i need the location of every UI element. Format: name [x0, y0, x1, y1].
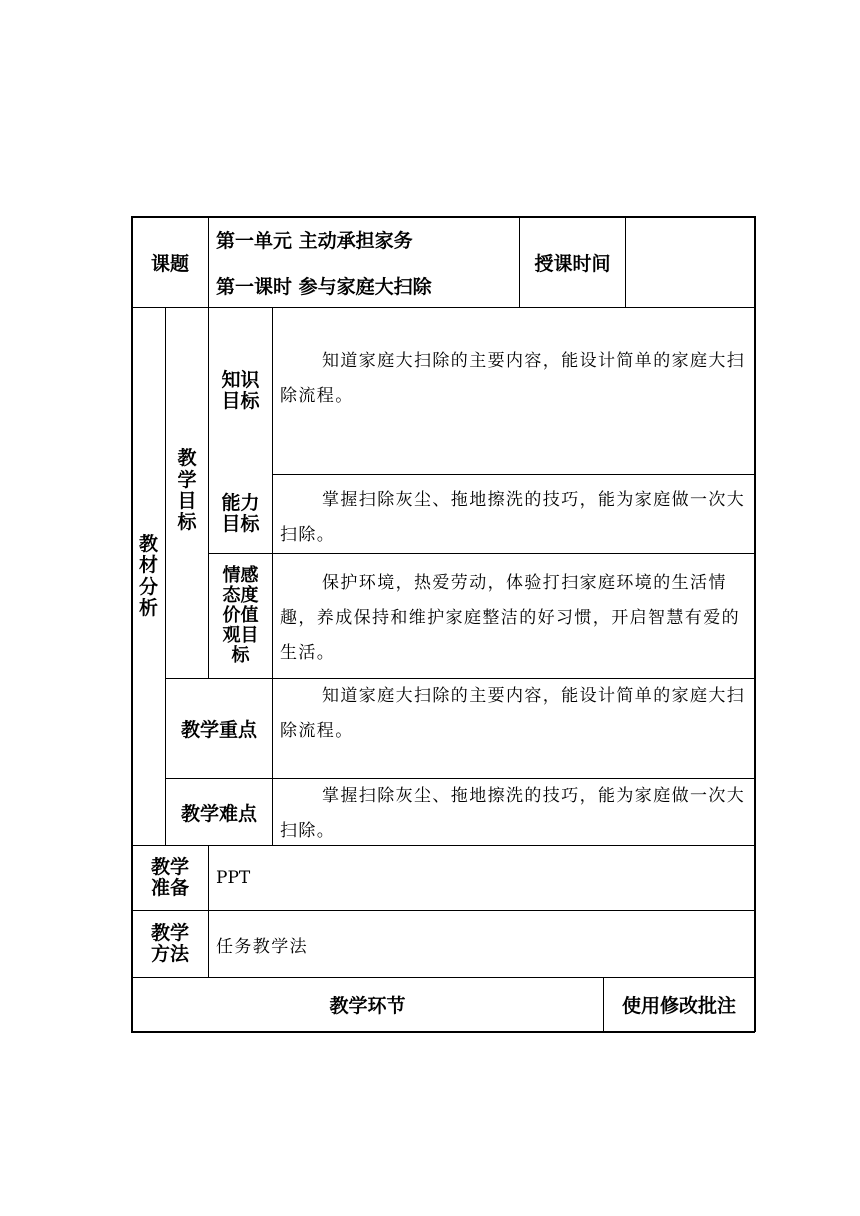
preparation-label: 教学 准备	[150, 855, 189, 899]
time-value[interactable]	[626, 217, 754, 307]
ability-objective-label: 能力 目标	[221, 491, 260, 535]
teaching-steps-label: 教学环节	[329, 995, 406, 1017]
emotion-objective-text: 保护环境，热爱劳动，体验打扫家庭环境的生活情趣，养成保持和维护家庭整洁的好习惯，开启智慧有爱的生活。	[280, 573, 740, 663]
emotion-objective-label: 情感 态度 价值 观目 标	[222, 564, 259, 667]
objectives-label: 教 学 目 标	[177, 447, 197, 534]
method-label: 教学 方法	[150, 921, 189, 965]
difficulty-text: 掌握扫除灰尘、拖地擦洗的技巧，能为家庭做一次大扫除。	[280, 786, 746, 841]
time-label: 授课时间	[534, 252, 611, 275]
key-point-label: 教学重点	[180, 719, 257, 741]
method-value: 任务教学法	[216, 937, 308, 957]
ability-objective-text: 掌握扫除灰尘、拖地擦洗的技巧，能为家庭做一次大扫除。	[280, 490, 746, 545]
difficulty-label: 教学难点	[180, 802, 257, 825]
course-label: 课题	[150, 252, 189, 275]
knowledge-objective-label: 知识 目标	[221, 368, 260, 412]
knowledge-objective-text: 知道家庭大扫除的主要内容，能设计简单的家庭大扫除流程。	[280, 351, 746, 406]
key-point-text: 知道家庭大扫除的主要内容，能设计简单的家庭大扫除流程。	[280, 686, 746, 741]
analysis-section-label: 教 材 分 析	[138, 532, 158, 619]
unit-title: 第一单元 主动承担家务	[216, 230, 413, 252]
preparation-value: PPT	[216, 868, 251, 888]
revision-notes-label: 使用修改批注	[621, 995, 736, 1017]
lesson-title: 第一课时 参与家庭大扫除	[216, 276, 432, 298]
